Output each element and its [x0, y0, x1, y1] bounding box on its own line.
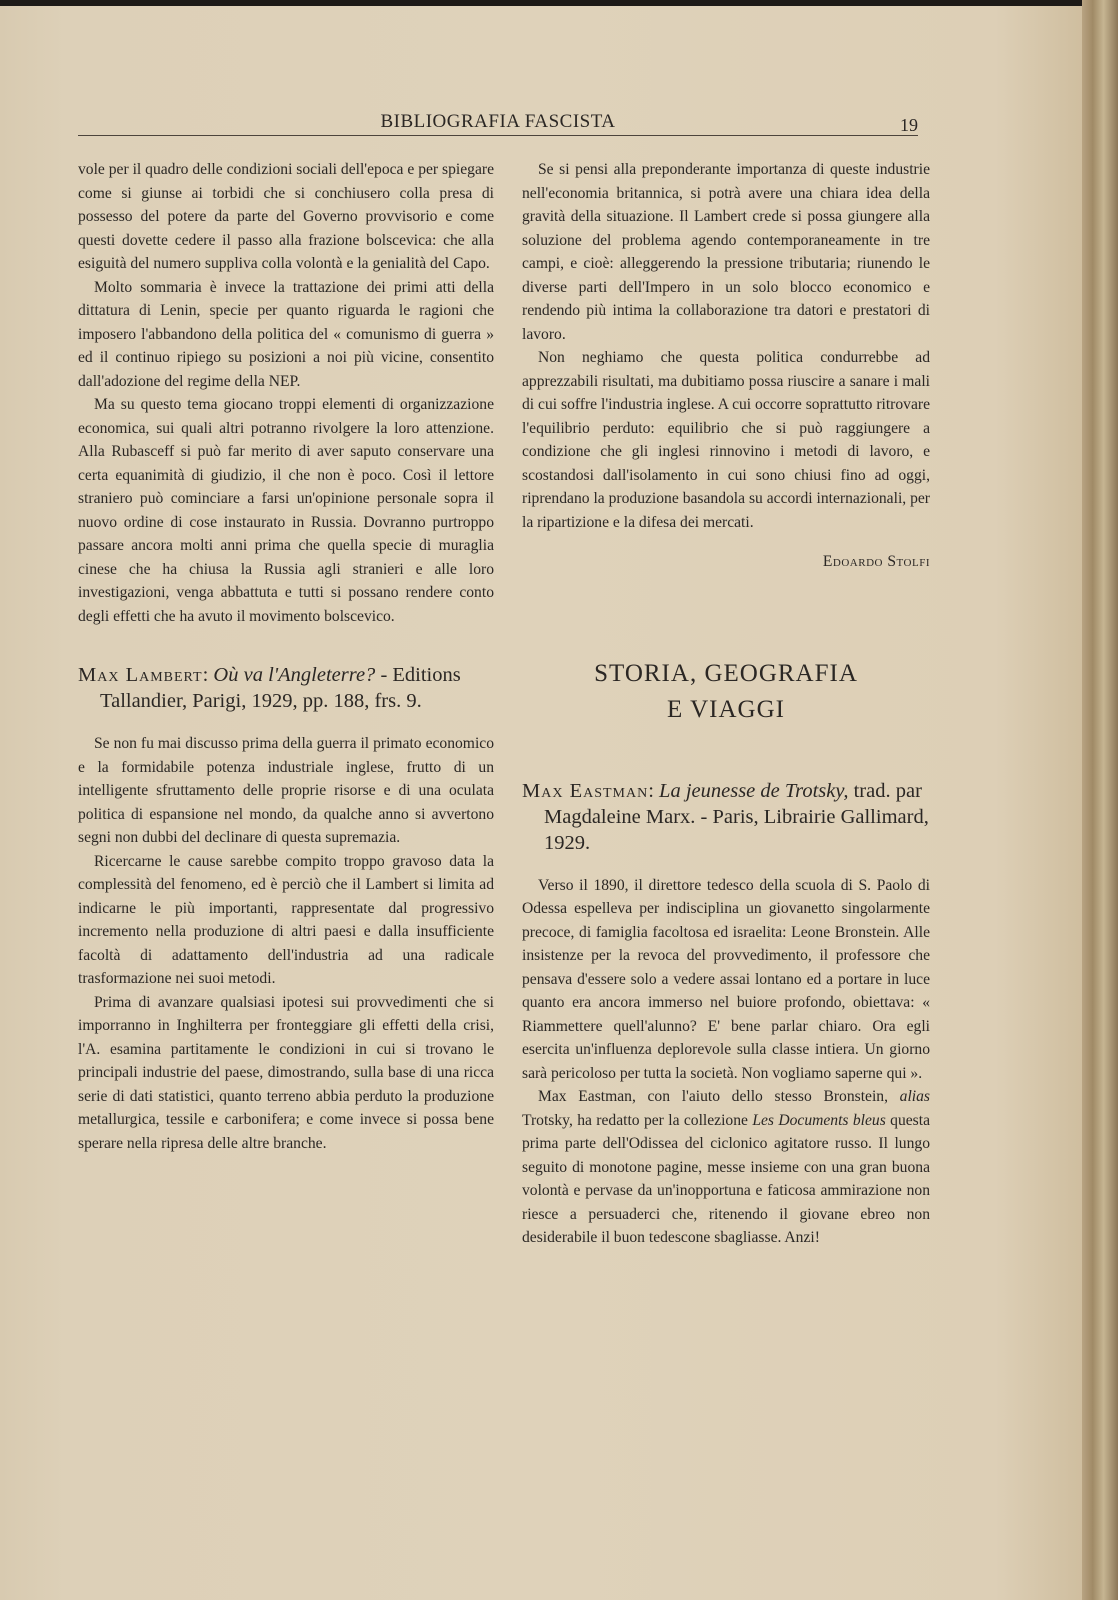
running-title: BIBLIOGRAFIA FASCISTA — [380, 111, 616, 132]
section-title-line: E VIAGGI — [667, 695, 785, 723]
book-binding-edge — [1082, 0, 1118, 1600]
left-column — [78, 158, 494, 1155]
review-author: Max Eastman — [522, 779, 649, 802]
paragraph: Non neghiamo che questa politica condurrebbe ad apprezzabili risultati, ma dubitiamo possa riuscire a sanare i mali di cui soffre l'industria inglese. A cui occorre soprattutto ritrovare l'equilibrio perduto: equilibrio che si può raggiungere a condizione che gli inglesi rinnovino i metodi di lavoro, e scostandosi dall'isolamento in cui sono chiusi fino ad oggi, riprendano la produzione basandola su accordi internazionali, per la ripartizione e la difesa dei mercati. — [522, 349, 930, 531]
paragraph: Verso il 1890, il direttore tedesco della scuola di S. Paolo di Odessa espelleva per indisciplina un giovanetto singolarmente precoce, di famiglia facoltosa ed israelita: Leone Bronstein. Alle insistenze per la revoca del provvedimento, il professore che pensava d'essere solo a vedere assai lontano ed a portare in luce quanto era ancora immerso nel buiore profondo, obiettava: « Riammettere quell'alunno? E' bene parlar chiaro. Ora egli esercita un'influenza deplorevole sulla classe intiera. Un giorno sarà pericoloso per tutta la società. Non vogliamo saperne qui ». — [522, 876, 930, 1082]
page-number: 19 — [900, 115, 918, 135]
review-heading: Max Lambert: Où va l'Angleterre? - Editions Tallandier, Parigi, 1929, pp. 188, frs. 9. — [78, 664, 461, 712]
section-title — [522, 656, 930, 728]
review-signature: Edoardo Stolfi — [822, 553, 930, 570]
italic-term: alias — [899, 1088, 930, 1105]
review-details: trad. par Magdaleine Marx. - Paris, Librairie Gallimard, 1929. — [544, 779, 929, 854]
paragraph: Se si pensi alla preponderante importanza di queste industrie nell'economia britannica, si potrà avere una chiara idea della gravità della situazione. Il Lambert crede si possa giungere alla soluzione del problema agendo contemporaneamente in tre campi, e cioè: alleggerendo la pressione tributaria; riunendo le diverse parti dell'Impero in un solo blocco economico e rendendo più intima la collaborazione tra datori e prestatori di lavoro. — [522, 161, 930, 343]
text-run: Max Eastman, con l'aiuto dello stesso Bronstein, — [538, 1088, 888, 1105]
paragraph — [522, 1085, 930, 1250]
review-author: Max Lambert — [78, 664, 203, 686]
review-details: - Editions Tallandier, Parigi, 1929, pp. 188, frs. 9. — [100, 664, 461, 712]
text-run: Trotsky, ha redatto per la collezione — [522, 1111, 748, 1129]
review-title: La jeunesse de Trotsky, — [659, 779, 849, 802]
section-title-line: STORIA, GEOGRAFIA — [594, 659, 858, 687]
paragraph: Molto sommaria è invece la trattazione dei primi atti della dittatura di Lenin, specie per quanto riguarda le ragioni che imposero l'abbandono della politica del « comunismo di guerra » ed il continuo ripiego su posizioni a noi più vicine, consentito dall'adozione del regime della NEP. — [78, 278, 494, 390]
text-run: questa prima parte dell'Odissea del ciclonico agitatore russo. Il lungo seguito di monotone pagine, messe insieme con una gran buona volontà e pervase da un'inopportuna e faticosa ammirazione non riesce a persuaderci che, ritenendo il giovane ebreo non desiderabile il buon tedescone sbagliasse. Anzi! — [522, 1111, 930, 1246]
paragraph: vole per il quadro delle condizioni sociali dell'epoca e per spiegare come si giunse ai torbidi che si conchiusero colla presa di possesso del potere da parte del Governo provvisorio e come questi dovette cedere il passo alla frazione bolscevica: che alla esiguità del numero suppliva colla volontà e la genialità del Capo. — [78, 161, 494, 272]
right-column — [522, 158, 930, 1250]
paragraph: Ricercarne le cause sarebbe compito troppo gravoso data la complessità del fenomeno, ed è perciò che il Lambert si limita ad indicarne le più importanti, rappresentate dal progressivo incremento nella produzione di altri paesi e dalla insufficiente facoltà di adattamento dell'industria ad una radicale trasformazione nei suoi metodi. — [78, 852, 494, 987]
review-title: Où va l'Angleterre? — [213, 664, 376, 686]
collection-name: Les Documents bleus — [752, 1111, 886, 1129]
paragraph: Se non fu mai discusso prima della guerra il primato economico e la formidabile potenza industriale inglese, frutto di un intelligente sfruttamento delle proprie risorse e di una oculata politica di espansione nel mondo, da qualche anno si avvertono segni non dubbi del declinare di questa supremazia. — [78, 735, 494, 846]
header-rule — [78, 135, 918, 136]
page-header — [78, 105, 918, 135]
paragraph: Prima di avanzare qualsiasi ipotesi sui provvedimenti che si imporranno in Inghilterra per fronteggiare gli effetti della crisi, l'A. esamina partitamente le condizioni in cui si trovano le principali industrie del paese, dimostrando, sulla base di una ricca serie di dati statistici, quanto terreno abbia perduto la produzione metallurgica, tessile e carbonifera; e come invece si possa bene sperare nella ripresa delle altre branche. — [78, 993, 494, 1152]
review-heading: Max Eastman: La jeunesse de Trotsky, trad. par Magdaleine Marx. - Paris, Librairie Gallimard, 1929. — [522, 779, 929, 854]
paragraph: Ma su questo tema giocano troppi elementi di organizzazione economica, sui quali altri potranno rivolgere la loro attenzione. Alla Rubasceff si può far merito di aver saputo conservare una certa equanimità di giudizio, il che non è poco. Così il lettore straniero può cominciare a farsi un'opinione personale sopra il nuovo ordine di cose instaurato in Russia. Dovranno purtroppo passare ancora molti anni prima che quella specie di muraglia cinese che ha chiusa la Russia agli stranieri e alle loro investigazioni, venga abbattuta e tutti si possano rendere conto degli effetti che ha avuto il movimento bolscevico. — [78, 396, 494, 625]
